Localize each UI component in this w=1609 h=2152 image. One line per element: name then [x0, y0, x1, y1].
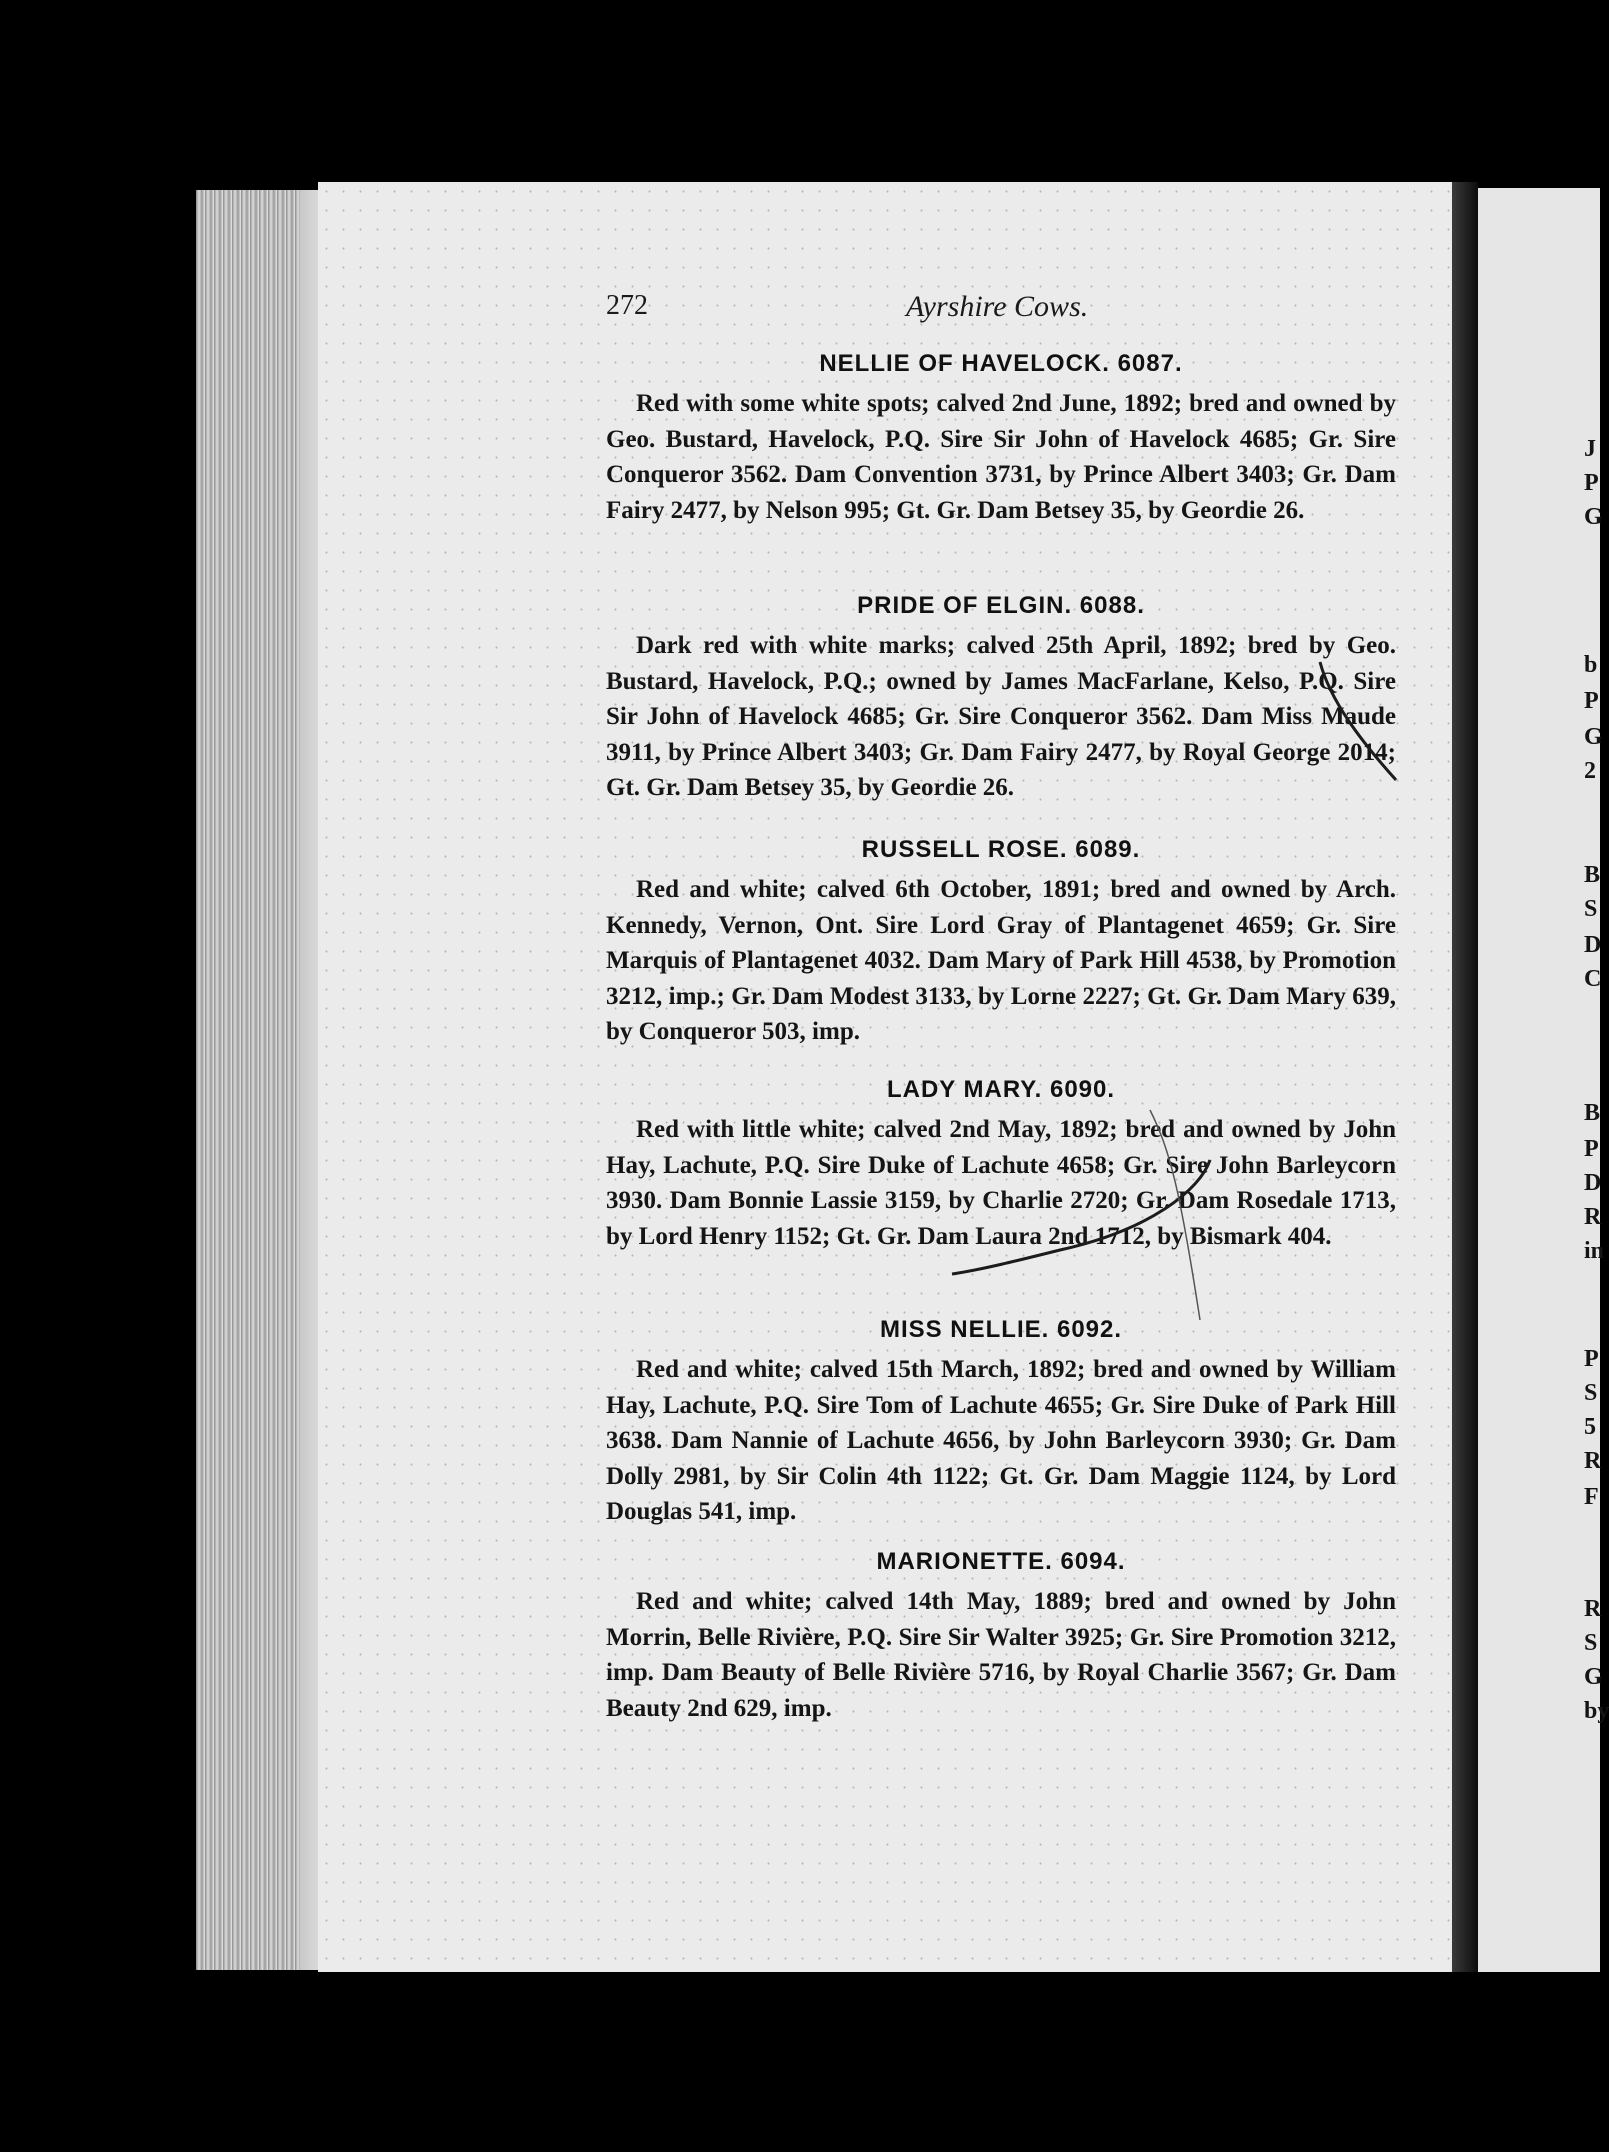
entry-text: Red and white; calved 14th May, 1889; bred and owned by John Morrin, Belle Rivière, P.Q. Sire Sir Walter 3925; Gr. Sire Promotion 3212, imp. Dam Beauty of Belle Rivière 5716, by Royal Charlie 3567; Gr. Dam Beauty 2nd 629, imp.: [606, 1588, 1396, 1722]
entry-title: MISS NELLIE. 6092.: [879, 1316, 1123, 1343]
entry-text: Red and white; calved 6th October, 1891; bred and owned by Arch. Kennedy, Vernon, Ont. Sire Lord Gray of Plantagenet 4659; Gr. Sire Marquis of Plantagenet 4032. Dam Mary of Park Hill 4538, by Promotion 3212, imp.; Gr. Dam Modest 3133, by Lorne 2227; Gt. Gr. Dam Mary 639, by Conqueror 503, imp.: [606, 876, 1396, 1045]
running-title: Ayrshire Cows.: [906, 290, 1089, 323]
entry-text: Red and white; calved 15th March, 1892; bred and owned by William Hay, Lachute, P.Q. Sire Tom of Lachute 4655; Gr. Sire Duke of Park Hill 3638. Dam Nannie of Lachute 4656, by John Barleycorn 3930; Gr. Dam Dolly 2981, by Sir Colin 4th 1122; Gt. Gr. Dam Maggie 1124, by Lord Douglas 541, imp.: [606, 1356, 1396, 1525]
entry-title: NELLIE OF HAVELOCK. 6087.: [819, 350, 1183, 377]
entry-text: Red with little white; calved 2nd May, 1892; bred and owned by John Hay, Lachute, P.Q. Sire Duke of Lachute 4658; Gr. Sire John Barleycorn 3930. Dam Bonnie Lassie 3159, by Charlie 2720; Gr. Dam Rosedale 1713, by Lord Henry 1152; Gt. Gr. Dam Laura 2nd 1712, by Bismark 404.: [606, 1116, 1396, 1250]
entry-title: MARIONETTE. 6094.: [876, 1548, 1126, 1575]
entry-title: LADY MARY. 6090.: [886, 1076, 1116, 1103]
page-number: 272: [606, 290, 648, 321]
entry-title: RUSSELL ROSE. 6089.: [861, 836, 1141, 863]
entry-text: Red with some white spots; calved 2nd June, 1892; bred and owned by Geo. Bustard, Havelock, P.Q. Sire Sir John of Havelock 4685; Gr. Sire Conqueror 3562. Dam Convention 3731, by Prince Albert 3403; Gr. Dam Fairy 2477, by Nelson 995; Gt. Gr. Dam Betsey 35, by Geordie 26.: [606, 390, 1396, 524]
pencil-stroke: [952, 1160, 1210, 1274]
pencil-stroke: [1320, 662, 1396, 780]
entry-text: Dark red with white marks; calved 25th April, 1892; bred by Geo. Bustard, Havelock, P.Q.; owned by James MacFarlane, Kelso, P.Q. Sire Sir John of Havelock 4685; Gr. Sire Conqueror 3562. Dam Miss Maude 3911, by Prince Albert 3403; Gr. Dam Fairy 2477, by Royal George 2014; Gt. Gr. Dam Betsey 35, by Geordie 26.: [606, 632, 1396, 801]
entry-title: PRIDE OF ELGIN. 6088.: [857, 592, 1145, 619]
